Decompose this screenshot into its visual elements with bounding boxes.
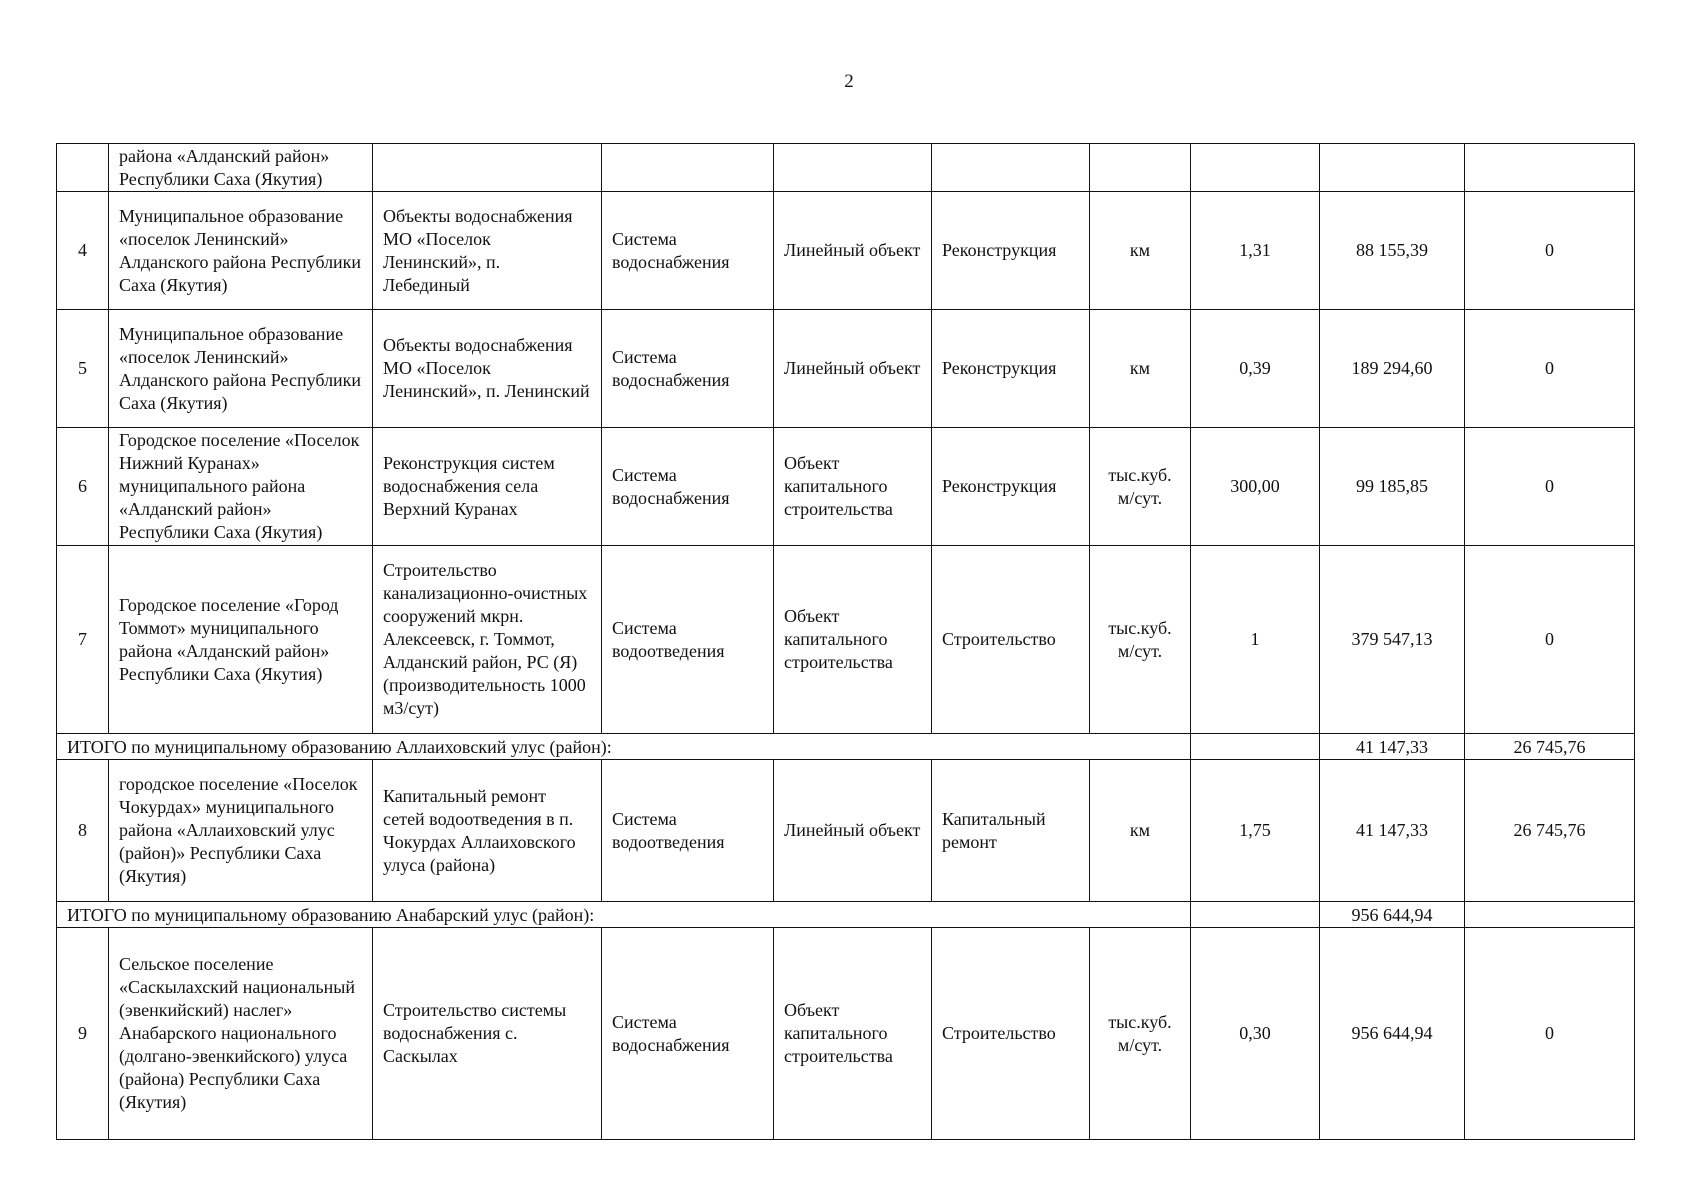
cell-capacity — [1191, 144, 1320, 192]
cell-work-type — [932, 144, 1090, 192]
cell-cost-total: 41 147,33 — [1320, 760, 1465, 902]
cell-object-type: Объект капитального строительства — [774, 546, 932, 734]
cell-num — [57, 144, 109, 192]
cell-work-type: Реконструкция — [932, 192, 1090, 310]
cell-num: 4 — [57, 192, 109, 310]
subtotal-cost-total: 41 147,33 — [1320, 734, 1465, 760]
cell-object-type: Объект капитального строительства — [774, 928, 932, 1140]
subtotal-label: ИТОГО по муниципальному образованию Аллаиховский улус (район): — [57, 734, 1191, 760]
cell-municipality: Городское поселение «Поселок Нижний Куранах» муниципального района «Алданский район» Республики Саха (Якутия) — [109, 428, 373, 546]
cell-cost-total: 189 294,60 — [1320, 310, 1465, 428]
cell-object-type: Линейный объект — [774, 310, 932, 428]
cell-object-type: Линейный объект — [774, 760, 932, 902]
cell-system — [602, 144, 774, 192]
cell-cost-total: 956 644,94 — [1320, 928, 1465, 1140]
cell-municipality: городское поселение «Поселок Чокурдах» муниципального района «Аллаиховский улус (район)» Республики Саха (Якутия) — [109, 760, 373, 902]
cell-capacity — [1191, 902, 1320, 928]
cell-municipality: Муниципальное образование «поселок Ленинский» Алданского района Республики Саха (Якутия) — [109, 192, 373, 310]
subtotal-row-anabarsky — [57, 902, 1635, 928]
cell-unit — [1090, 144, 1191, 192]
cell-work-type: Реконструкция — [932, 428, 1090, 546]
cell-cost-other — [1465, 144, 1635, 192]
cell-object: Реконструкция систем водоснабжения села Верхний Куранах — [373, 428, 602, 546]
table-row — [57, 192, 1635, 310]
cell-capacity: 0,30 — [1191, 928, 1320, 1140]
cell-unit: тыс.куб. м/сут. — [1090, 428, 1191, 546]
cell-unit: км — [1090, 760, 1191, 902]
cell-object: Объекты водоснабжения МО «Поселок Ленинский», п. Ленинский — [373, 310, 602, 428]
cell-object-type: Объект капитального строительства — [774, 428, 932, 546]
cell-cost-other: 0 — [1465, 546, 1635, 734]
cell-work-type: Капитальный ремонт — [932, 760, 1090, 902]
table-row — [57, 310, 1635, 428]
cell-capacity: 0,39 — [1191, 310, 1320, 428]
table-row — [57, 928, 1635, 1140]
cell-cost-total: 99 185,85 — [1320, 428, 1465, 546]
cell-municipality: района «Алданский район» Республики Саха (Якутия) — [109, 144, 373, 192]
cell-object: Строительство канализационно-очистных сооружений мкрн. Алексеевск, г. Томмот, Алданский район, РС (Я) (производительность 1000 м3/сут) — [373, 546, 602, 734]
table-row-continuation — [57, 144, 1635, 192]
cell-system: Система водоотведения — [602, 760, 774, 902]
cell-cost-other: 0 — [1465, 310, 1635, 428]
table-row — [57, 428, 1635, 546]
cell-municipality: Городское поселение «Город Томмот» муниципального района «Алданский район» Республики Саха (Якутия) — [109, 546, 373, 734]
cell-work-type: Строительство — [932, 546, 1090, 734]
cell-capacity — [1191, 734, 1320, 760]
cell-municipality: Сельское поселение «Саскылахский национальный (эвенкийский) наслег» Анабарского национального (долгано-эвенкийского) улуса (района) Республики Саха (Якутия) — [109, 928, 373, 1140]
cell-cost-other: 0 — [1465, 928, 1635, 1140]
cell-capacity: 1 — [1191, 546, 1320, 734]
cell-object-type: Линейный объект — [774, 192, 932, 310]
cell-num: 5 — [57, 310, 109, 428]
cell-object — [373, 144, 602, 192]
cell-system: Система водоотведения — [602, 546, 774, 734]
subtotal-cost-total: 956 644,94 — [1320, 902, 1465, 928]
cell-capacity: 300,00 — [1191, 428, 1320, 546]
subtotal-row-allaikhovsky — [57, 734, 1635, 760]
cell-object: Капитальный ремонт сетей водоотведения в п. Чокурдах Аллаиховского улуса (района) — [373, 760, 602, 902]
cell-object: Объекты водоснабжения МО «Поселок Ленинский», п. Лебединый — [373, 192, 602, 310]
table-row — [57, 760, 1635, 902]
cell-unit: км — [1090, 310, 1191, 428]
cell-cost-total — [1320, 144, 1465, 192]
cell-unit: тыс.куб. м/сут. — [1090, 546, 1191, 734]
cell-cost-other: 0 — [1465, 192, 1635, 310]
cell-work-type: Реконструкция — [932, 310, 1090, 428]
subtotal-label: ИТОГО по муниципальному образованию Анабарский улус (район): — [57, 902, 1191, 928]
cell-cost-other: 0 — [1465, 428, 1635, 546]
subtotal-cost-other: 26 745,76 — [1465, 734, 1635, 760]
cell-work-type: Строительство — [932, 928, 1090, 1140]
cell-unit: тыс.куб. м/сут. — [1090, 928, 1191, 1140]
investment-objects-table — [56, 143, 1635, 1140]
cell-municipality: Муниципальное образование «поселок Ленинский» Алданского района Республики Саха (Якутия) — [109, 310, 373, 428]
cell-cost-total: 379 547,13 — [1320, 546, 1465, 734]
cell-object: Строительство системы водоснабжения с. Саскылах — [373, 928, 602, 1140]
cell-capacity: 1,75 — [1191, 760, 1320, 902]
cell-capacity: 1,31 — [1191, 192, 1320, 310]
cell-system: Система водоснабжения — [602, 928, 774, 1140]
cell-system: Система водоснабжения — [602, 192, 774, 310]
table-row — [57, 546, 1635, 734]
cell-unit: км — [1090, 192, 1191, 310]
cell-num: 6 — [57, 428, 109, 546]
cell-system: Система водоснабжения — [602, 428, 774, 546]
cell-num: 7 — [57, 546, 109, 734]
cell-num: 8 — [57, 760, 109, 902]
cell-system: Система водоснабжения — [602, 310, 774, 428]
subtotal-cost-other — [1465, 902, 1635, 928]
cell-cost-total: 88 155,39 — [1320, 192, 1465, 310]
page-number: 2 — [844, 71, 854, 92]
cell-cost-other: 26 745,76 — [1465, 760, 1635, 902]
cell-object-type — [774, 144, 932, 192]
cell-num: 9 — [57, 928, 109, 1140]
